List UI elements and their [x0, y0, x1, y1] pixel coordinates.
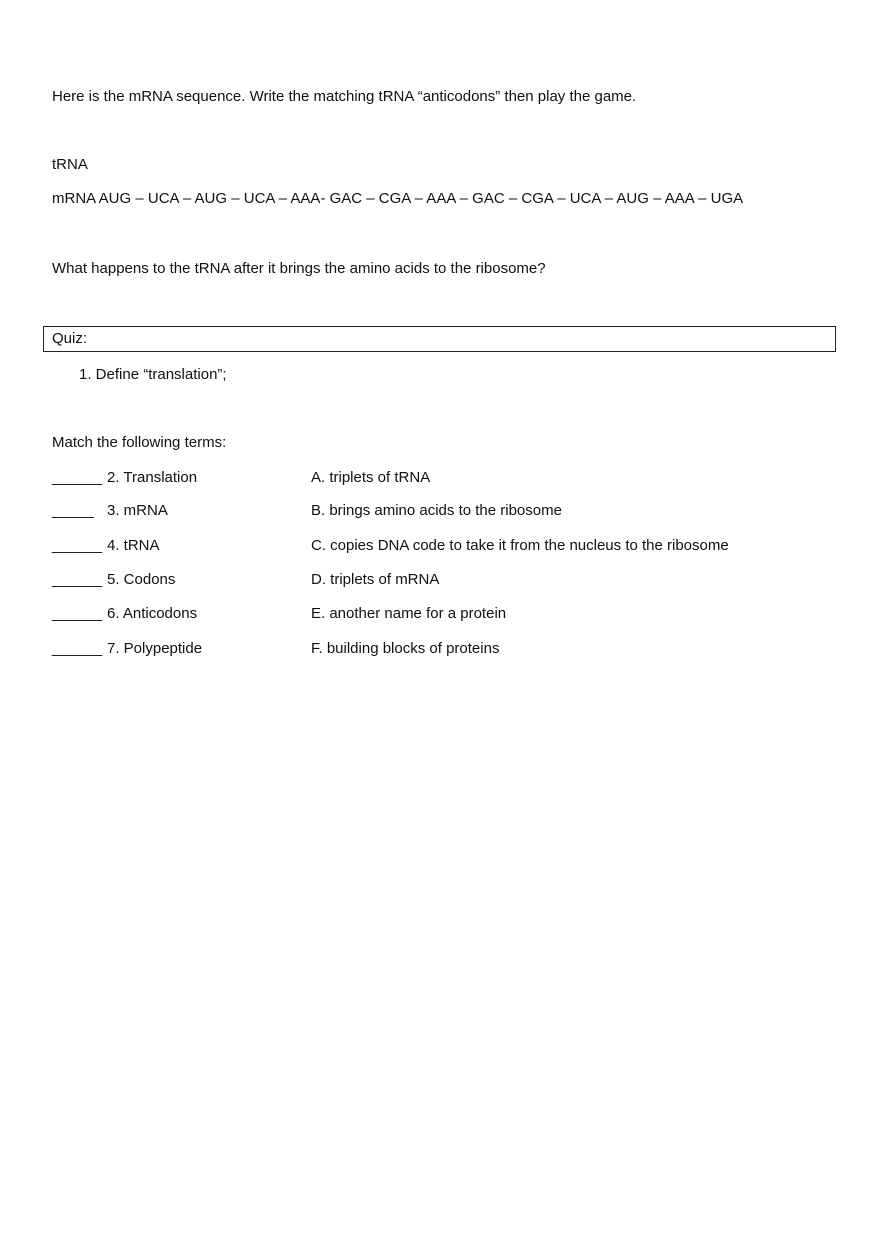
term-label: 7. Polypeptide — [107, 640, 203, 657]
trna-question: What happens to the tRNA after it brings the amino acids to the ribosome? — [52, 260, 546, 277]
definition-option: D. triplets of mRNA — [311, 571, 440, 588]
term-label: 4. tRNA — [107, 537, 160, 554]
answer-blank[interactable]: ______ — [52, 605, 103, 622]
answer-blank[interactable]: ______ — [52, 537, 103, 554]
answer-blank[interactable]: _____ — [52, 502, 94, 519]
definition-option: E. another name for a protein — [311, 605, 507, 622]
quiz-question-1: 1. Define “translation”; — [79, 366, 227, 383]
intro-text: Here is the mRNA sequence. Write the matching tRNA “anticodons” then play the game. — [52, 88, 637, 105]
match-heading: Match the following terms: — [52, 434, 227, 451]
mrna-sequence: mRNA AUG – UCA – AUG – UCA – AAA- GAC – CGA – AAA – GAC – CGA – UCA – AUG – AAA – UGA — [52, 190, 744, 207]
term-label: 2. Translation — [107, 469, 198, 486]
answer-blank[interactable]: ______ — [52, 571, 103, 588]
quiz-label: Quiz: — [52, 330, 88, 347]
term-label: 5. Codons — [107, 571, 176, 588]
term-label: 3. mRNA — [107, 502, 168, 519]
quiz-header-box — [43, 326, 836, 352]
definition-option: F. building blocks of proteins — [311, 640, 500, 657]
term-label: 6. Anticodons — [107, 605, 198, 622]
definition-option: A. triplets of tRNA — [311, 469, 431, 486]
trna-label: tRNA — [52, 156, 88, 173]
answer-blank[interactable]: ______ — [52, 640, 103, 657]
answer-blank[interactable]: ______ — [52, 469, 103, 486]
definition-option: B. brings amino acids to the ribosome — [311, 502, 562, 519]
definition-option: C. copies DNA code to take it from the nucleus to the ribosome — [311, 537, 729, 554]
